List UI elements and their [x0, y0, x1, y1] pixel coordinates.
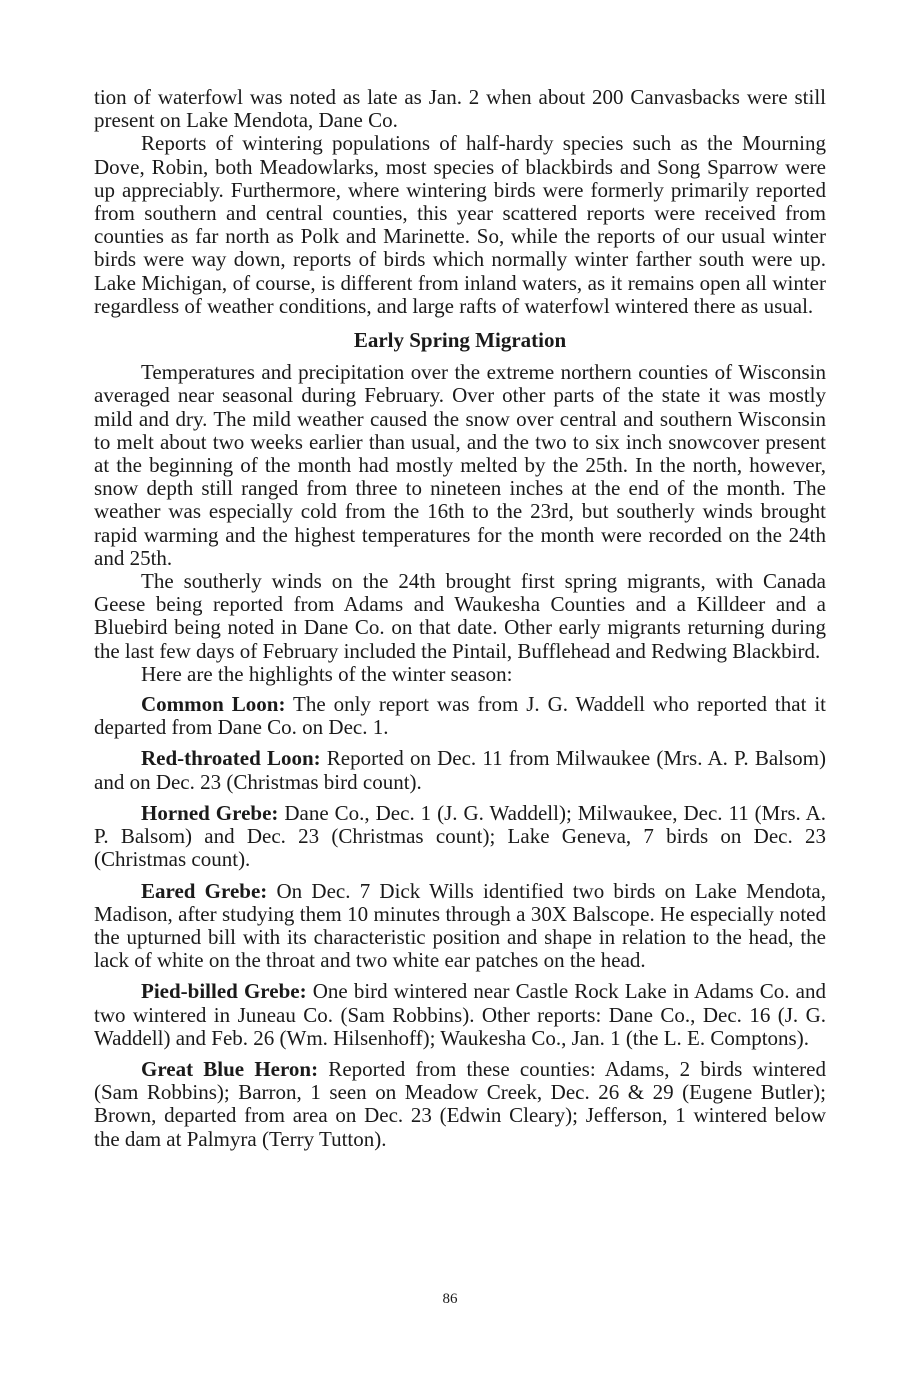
species-text: Reported from these counties: Adams, 2 birds wintered (Sam Robbins); Barron, 1 seen on Meadow Creek, Dec. 26 & 29 (Eugene Butler); Brown, departed from area on Dec. 23 (Edwin Cleary); Jefferson, 1 wintered below the dam at Palmyra (Terry Tutton).: [94, 1056, 827, 1151]
intro-paragraph-wintering: Reports of wintering populations of half-hardy species such as the Mourning Dove, Robin, both Meadowlarks, most species of blackbirds and Song Sparrow were up appreciably. Furthermore, where wintering birds were formerly primarily reported from southern and central counties, this year scattered reports were received from counties as far north as Polk and Marinette. So, while the reports of our usual winter birds were way down, reports of birds which normally winter farther south were up. Lake Michigan, of course, is different from inland waters, as it remains open all winter regardless of weather conditions, and large rafts of waterfowl wintered there as usual.: [94, 131, 826, 318]
species-text: The only report was from J. G. Waddell who reported that it departed from Dane Co. on Dec. 1.: [94, 692, 827, 740]
page-number: 86: [442, 1291, 458, 1307]
section-paragraph-highlights: Here are the highlights of the winter season:: [141, 661, 513, 686]
page-body: [94, 86, 826, 1151]
species-name: Great Blue Heron:: [141, 1056, 319, 1081]
species-entry: [94, 802, 826, 872]
species-text: On Dec. 7 Dick Wills identified two birds on Lake Mendota, Madison, after studying them 10 minutes through a 30X Balscope. He especially noted the upturned bill with its characteristic position and shape in relation to the head, the lack of white on the throat and two white ear patches on the head.: [94, 878, 826, 973]
section-paragraph-migrants: The southerly winds on the 24th brought first spring migrants, with Canada Geese being reported from Adams and Waukesha Counties and a Killdeer and a Bluebird being noted in Dane Co. on that date. Other early migrants returning during the last few days of February included the Pintail, Bufflehead and Redwing Blackbird.: [94, 569, 826, 663]
species-name: Eared Grebe:: [141, 878, 268, 903]
species-text: One bird wintered near Castle Rock Lake in Adams Co. and two wintered in Juneau Co. (Sam Robbins). Other reports: Dane Co., Dec. 16 (J. G. Waddell) and Feb. 26 (Wm. Hilsenhoff); Waukesha Co., Jan. 1 (the L. E. Comptons).: [94, 979, 826, 1050]
species-text: Dane Co., Dec. 1 (J. G. Waddell); Milwaukee, Dec. 11 (Mrs. A. P. Balsom) and Dec. 23 (Christmas count); Lake Geneva, 7 birds on Dec. 23 (Christmas count).: [94, 800, 826, 872]
species-entry: [94, 880, 826, 973]
species-entry: [94, 980, 826, 1050]
species-text: Reported on Dec. 11 from Milwaukee (Mrs. A. P. Balsom) and on Dec. 23 (Christmas bird count).: [94, 746, 826, 794]
intro-paragraph-continued: tion of waterfowl was noted as late as Jan. 2 when about 200 Canvasbacks were still present on Lake Mendota, Dane Co.: [94, 85, 826, 133]
species-entry: [94, 1058, 826, 1151]
section-paragraph-weather: Temperatures and precipitation over the extreme northern counties of Wisconsin averaged near seasonal during February. Over other parts of the state it was mostly mild and dry. The mild weather caused the snow over central and southern Wisconsin to melt about two weeks earlier than usual, and the two to six inch snowcover present at the beginning of the month had mostly melted by the 25th. In the north, however, snow depth still ranged from three to nineteen inches at the end of the month. The weather was especially cold from the 16th to the 23rd, but southerly winds brought rapid warming and the highest temperatures for the month were recorded on the 24th and 25th.: [94, 360, 826, 570]
species-entry: [94, 693, 826, 739]
species-name: Pied-billed Grebe:: [141, 979, 307, 1004]
species-name: Red-throated Loon:: [141, 746, 321, 771]
section-heading: Early Spring Migration: [353, 328, 567, 353]
species-name: Horned Grebe:: [141, 800, 279, 825]
species-name: Common Loon:: [141, 692, 286, 717]
species-entry: [94, 747, 826, 793]
